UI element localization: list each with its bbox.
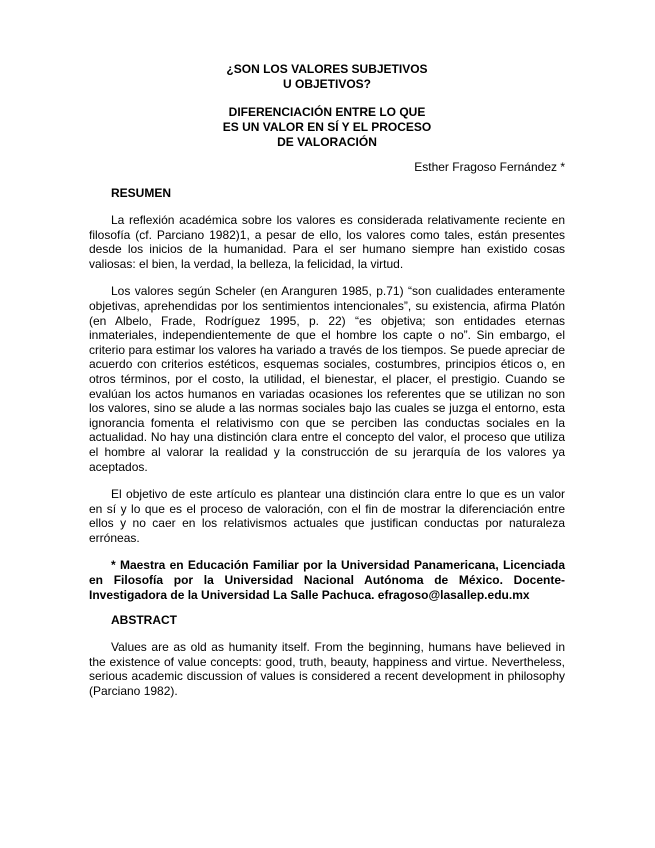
abstract-paragraph-1: Values are as old as humanity itself. From the beginning, humans have believed in the existence of value concepts: good, truth, beauty, happiness and virtue. Nevertheless, serious academic discussion of values is considered a recent development in philosophy (Parciano 1982). [89,640,565,699]
resumen-paragraph-3: El objetivo de este artículo es plantear una distinción clara entre lo que es un valor en sí y lo que es el proceso de valoración, con el fin de mostrar la diferenciación entre ellos y no caer en los relativismos actuales que justifican conductas por naturaleza erróneas. [89,487,565,545]
subtitle-line-3: DE VALORACIÓN [277,135,377,149]
main-title [89,62,565,92]
resumen-heading: RESUMEN [111,186,172,200]
subtitle-line-1: DIFERENCIACIÓN ENTRE LO QUE [228,105,426,119]
subtitle-line-2: ES UN VALOR EN SÍ Y EL PROCESO [222,120,432,134]
abstract-heading: ABSTRACT [111,613,177,628]
author-footnote: * Maestra en Educación Familiar por la Universidad Panamericana, Licenciada en Filosofía por la Universidad Nacional Autónoma de México. Docente-Investigadora de la Universidad La Salle Pachuca. efragoso@lasallep.edu.mx [89,558,565,602]
resumen-paragraph-2: Los valores según Scheler (en Aranguren 1985, p.71) “son cualidades enteramente objetivas, aprehendidas por los sentimientos intencionales”, su existencia, afirma Platón (en Albelo, Frade, Rodríguez 1995, p. 22) “es objetiva; son entidades eternas inmateriales, independientemente de que el hombre los capte o no”. Sin embargo, el criterio para estimar los valores ha variado a través de los tiempos. Se puede apreciar de acuerdo con criterios estéticos, esquemas sociales, costumbres, principios éticos o, en otros términos, por el costo, la utilidad, el bienestar, el placer, el prestigio. Cuando se evalúan los actos humanos en variadas ocasiones los referentes que se utilizan no son los valores, sino se alude a las normas sociales bajo las cuales se juzga el entorno, esta ignorancia fomenta el relativismo con que se perciben las conductas sociales en la actualidad. No hay una distinción clara entre el concepto del valor, el proceso que utiliza el hombre al valorar la realidad y la construcción de su jerarquía de los valores ya aceptados. [89,284,565,474]
author-name: Esther Fragoso Fernández * [414,160,565,174]
main-title-line-1: ¿SON LOS VALORES SUBJETIVOS [226,62,428,76]
paper-page [89,62,565,699]
subtitle [89,105,565,150]
main-title-line-2: U OBJETIVOS? [282,77,371,91]
resumen-paragraph-1: La reflexión académica sobre los valores es considerada relativamente reciente en filosofía (cf. Parciano 1982)1, a pesar de ello, los valores como tales, están presentes desde los inicios de la humanidad. Para el ser humano siempre han existido cosas valiosas: el bien, la verdad, la belleza, la felicidad, la virtud. [89,213,565,271]
